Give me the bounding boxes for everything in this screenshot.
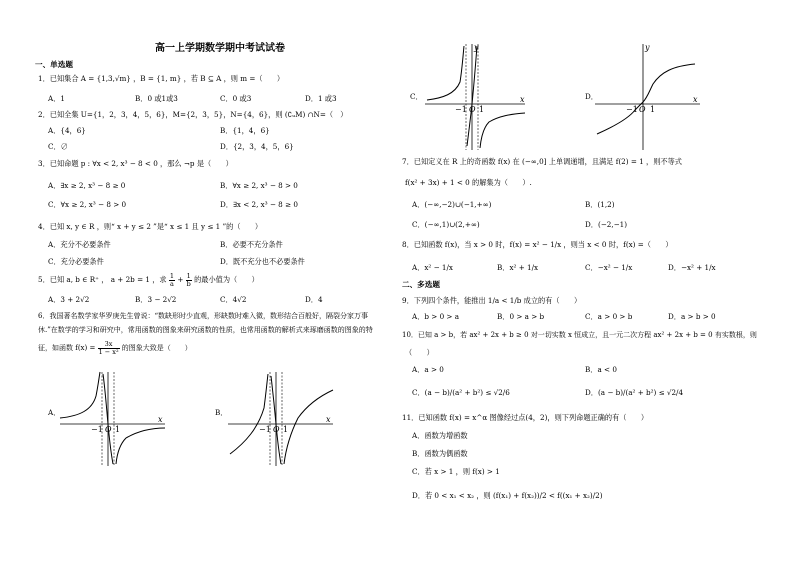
q7-option-a[interactable]: A．(−∞,−2)∪(−1,+∞) — [412, 200, 492, 209]
q9-option-d[interactable]: D．a > b > 0 — [668, 312, 716, 321]
graph-d-label-neg1: −1 — [626, 105, 638, 114]
q7-option-c[interactable]: C．(−∞,1)∪(2,+∞) — [412, 220, 480, 229]
graph-d-label-y: y — [645, 43, 650, 52]
q10-option-a[interactable]: A．a > 0 — [412, 365, 444, 374]
q5-option-c[interactable]: C．4√2 — [220, 295, 247, 304]
q6-option-d-label[interactable]: D． — [585, 92, 598, 101]
graph-b-branch-right — [284, 390, 333, 464]
q6-option-a-label[interactable]: A． — [48, 408, 61, 417]
q1-option-b[interactable]: B．0 或1或3 — [135, 94, 178, 103]
q5-option-a[interactable]: A．3 + 2√2 — [48, 295, 90, 304]
q7-line-1: 7．已知定义在 R 上的奇函数 f(x) 在 (−∞,0] 上单调递增，且满足 f(2) = 1 ，则不等式 — [402, 157, 682, 166]
q11-option-c[interactable]: C．若 x > 1 ，则 f(x) > 1 — [412, 467, 500, 476]
q11-option-d[interactable]: D．若 0 < x₁ < x₂ ，则 (f(x₁) + f(x₂))/2 < f((x₁ + x₂)/2) — [412, 491, 603, 500]
q3-option-b[interactable]: B．∀x ≥ 2, x³ − 8 > 0 — [220, 181, 298, 190]
q7-line-2: f(x² + 3x) + 1 < 0 的解集为（ ）. — [405, 178, 532, 187]
graph-c-label-y: y — [474, 43, 479, 52]
q5-stem-post: 的最小值为（ ） — [194, 275, 259, 284]
q1-option-d[interactable]: D．1 或3 — [305, 94, 337, 103]
q8-option-a[interactable]: A．x² − 1/x — [412, 263, 453, 272]
q6-line-2: 休.”在数学的学习和研究中，常用函数的图象来研究函数的性质，也常用函数的解析式来琢磨函数的图象的特 — [38, 326, 373, 334]
q6-line-3: 征，如函数 f(x) = $\frac{3x}{\text{1 − x²}}$ 的图象大致是（ ） — [38, 340, 192, 356]
graph-c-label-origin: O — [469, 105, 476, 114]
q11-stem: 11．已知函数 f(x) = x^α 图像经过点(4，2)，则下列命题正确的有（ ） — [402, 413, 649, 422]
q5-stem-pre: 5．已知 a, b ∈ R⁺ ， a + 2b = 1 ，求 — [38, 275, 167, 284]
q4-option-d[interactable]: D．既不充分也不必要条件 — [220, 257, 305, 266]
graph-b-branch-left — [230, 374, 268, 454]
q9-option-b[interactable]: B．0 > a > b — [497, 312, 545, 321]
q1-stem: 1．已知集合 A = {1,3,√m} ，B = {1, m} ，若 B ⊆ A ，则 m =（ ） — [38, 74, 285, 83]
graph-a[interactable] — [60, 368, 170, 468]
q10-option-d[interactable]: D．(a − b)/(a² + b²) ≤ √2/4 — [585, 388, 684, 397]
q11-option-a[interactable]: A．函数为增函数 — [412, 431, 468, 440]
q3-option-a[interactable]: A．∃x ≥ 2, x³ − 8 ≥ 0 — [48, 181, 126, 190]
graph-a-label-x: x — [158, 415, 163, 424]
q2-stem: 2．已知全集 U={1，2，3，4，5，6}，M={2，3，5}，N={4，6}，则 (∁ᵤM) ∩N=（ ） — [38, 110, 348, 119]
graph-c-label-x: x — [520, 95, 525, 104]
q5-frac-1-over-b: $\frac{1}{b}$ — [186, 272, 191, 288]
q3-option-d[interactable]: D．∃x < 2, x³ − 8 ≥ 0 — [220, 200, 298, 209]
q4-option-b[interactable]: B．必要不充分条件 — [220, 240, 283, 249]
q2-option-b[interactable]: B．{1，4，6} — [220, 126, 270, 135]
graph-a-label-origin: O — [105, 425, 112, 434]
graph-c-branch-left — [427, 46, 464, 100]
q6-option-c-label[interactable]: C． — [410, 92, 423, 101]
q3-stem: 3．已知命题 p : ∀x < 2, x³ − 8 < 0 ，那么 ¬p 是（ ） — [38, 159, 233, 168]
graph-c-label-1: 1 — [479, 105, 485, 114]
q4-stem: 4．已知 x, y ∈ R ，则“ x + y ≤ 2 ”是“ x ≤ 1 且 y ≤ 1 ”的（ ） — [38, 222, 263, 231]
page-title: 高一上学期数学期中考试试卷 — [155, 43, 285, 54]
q7-option-d[interactable]: D．(−2,−1) — [585, 220, 628, 229]
q5-stem: 5．已知 a, b ∈ R⁺ ， a + 2b = 1 ，求 $\frac{1}{a}$ + $\frac{1}{b}$ 的最小值为（ ） — [38, 272, 259, 288]
q3-option-c[interactable]: C．∀x ≥ 2, x³ − 8 > 0 — [48, 200, 127, 209]
q2-option-d[interactable]: D．{2，3，4，5，6} — [220, 142, 294, 151]
graph-d-curve — [597, 64, 695, 134]
graph-a-label-1: 1 — [115, 425, 121, 434]
graph-d-label-origin: O — [639, 105, 646, 114]
q6-line-1: 6．我国著名数学家华罗庚先生曾说：“数缺形时少直观，形缺数时难入微，数形结合百般好，隔裂分家万事 — [38, 312, 369, 320]
q8-stem: 8．已知函数 f(x)，当 x > 0 时，f(x) = x² − 1/x ，则当 x < 0 时，f(x) =（ ） — [402, 240, 673, 249]
q4-option-a[interactable]: A．充分不必要条件 — [48, 240, 111, 249]
section-multi-choice: 二、多选题 — [402, 280, 440, 289]
graph-d-label-1: 1 — [650, 105, 656, 114]
graph-d[interactable] — [595, 42, 705, 152]
graph-a-branch-right — [116, 428, 165, 464]
q10-option-b[interactable]: B．a < 0 — [585, 365, 617, 374]
q7-option-b[interactable]: B．(1,2) — [585, 200, 615, 209]
q2-option-c[interactable]: C．∅ — [48, 142, 68, 151]
q6-frac: $\frac{3x}{\text{1 − x²}}$ — [98, 340, 119, 356]
q11-option-b[interactable]: B．函数为偶函数 — [412, 449, 468, 458]
q5-frac-1-over-a: $\frac{1}{a}$ — [169, 272, 175, 288]
q10-line-1: 10．已知 a > b，若 ax² + 2x + b ≥ 0 对一切实数 x 恒成立，且一元二次方程 ax² + 2x + b = 0 有实数根，则 — [402, 331, 757, 339]
graph-b-label-neg1: −1 — [259, 425, 271, 434]
q2-option-a[interactable]: A．{4，6} — [48, 126, 86, 135]
graph-b[interactable] — [228, 368, 338, 468]
q5-option-b[interactable]: B．3 − 2√2 — [135, 295, 177, 304]
graph-b-label-origin: O — [273, 425, 280, 434]
graph-c-branch-right — [480, 113, 525, 148]
graph-b-label-x: x — [326, 415, 331, 424]
graph-c[interactable] — [425, 42, 535, 152]
q10-line-2: （ ） — [405, 348, 434, 357]
q5-option-d[interactable]: D．4 — [305, 295, 323, 304]
section-single-choice: 一、单选题 — [35, 60, 73, 69]
q10-option-c[interactable]: C．(a − b)/(a² + b²) ≤ √2/6 — [412, 388, 510, 397]
q8-option-b[interactable]: B．x² + 1/x — [497, 263, 539, 272]
q9-stem: 9．下列四个条件，能推出 1/a < 1/b 成立的有（ ） — [402, 296, 582, 305]
q9-option-a[interactable]: A．b > 0 > a — [412, 312, 460, 321]
q9-option-c[interactable]: C．a > 0 > b — [585, 312, 633, 321]
q8-option-c[interactable]: C．−x² − 1/x — [585, 263, 633, 272]
q6-option-b-label[interactable]: B． — [215, 408, 228, 417]
q4-option-c[interactable]: C．充分必要条件 — [48, 257, 104, 266]
q1-option-c[interactable]: C．0 或3 — [220, 94, 252, 103]
graph-a-label-neg1: −1 — [91, 425, 103, 434]
graph-c-label-neg1: −1 — [455, 105, 467, 114]
graph-a-branch-left — [60, 372, 100, 418]
graph-d-label-x: x — [693, 95, 698, 104]
q8-option-d[interactable]: D．−x² + 1/x — [668, 263, 716, 272]
graph-b-label-1: 1 — [283, 425, 289, 434]
q1-option-a[interactable]: A．1 — [48, 94, 65, 103]
